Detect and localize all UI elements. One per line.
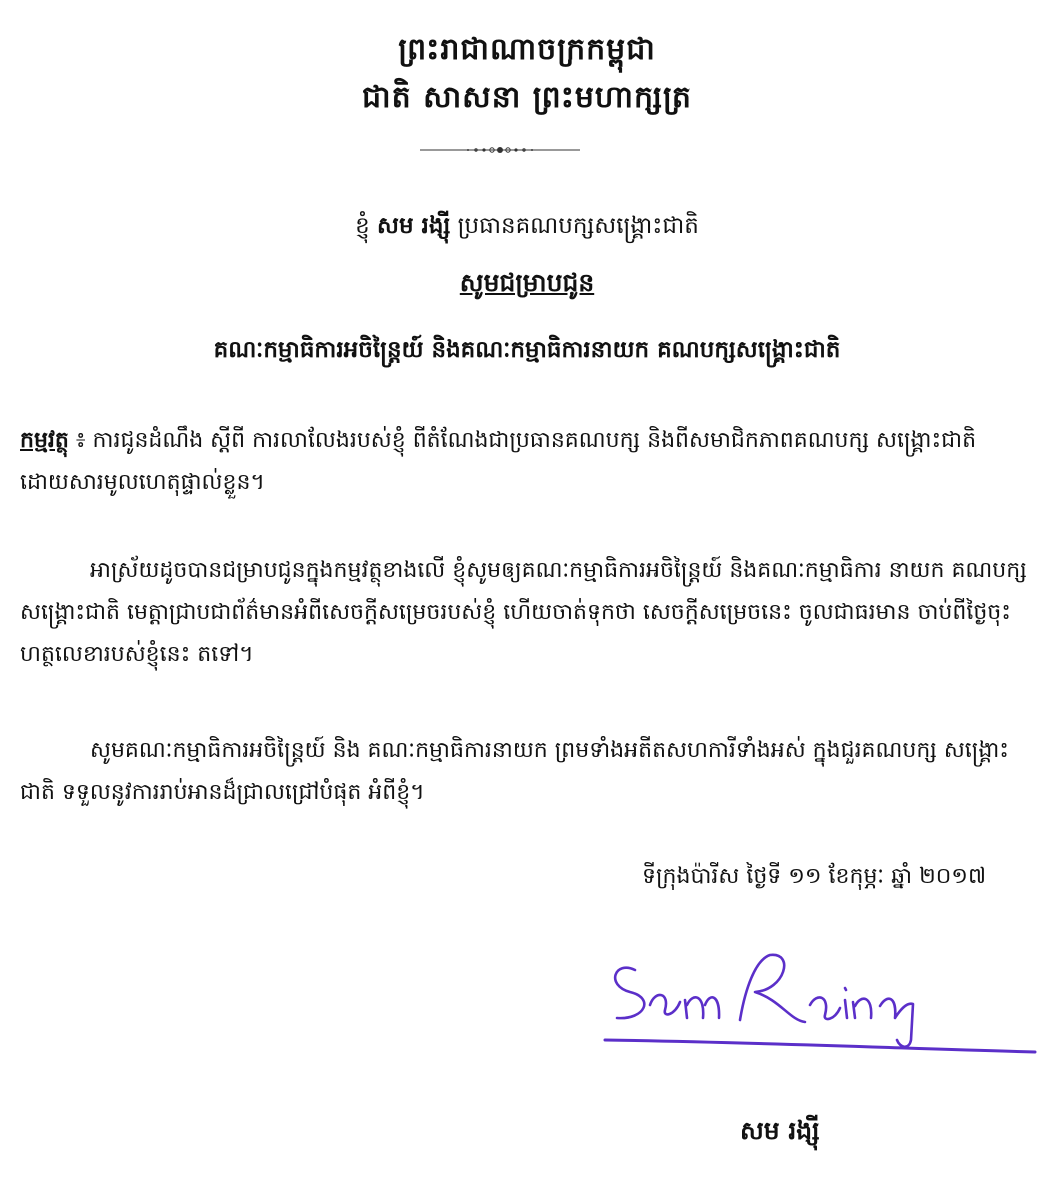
motto-header: ជាតិ សាសនា ព្រះមហាក្សត្រ — [362, 80, 692, 115]
subject-label: កម្មវត្ថុ — [20, 428, 69, 453]
intro-suffix: ប្រធានគណបក្សសង្គ្រោះជាតិ — [450, 213, 699, 239]
intro-line — [0, 212, 1054, 245]
author-name: សម រង្ស៊ី — [377, 213, 451, 239]
signer-name: សម រង្ស៊ី — [740, 1116, 820, 1145]
ornament-divider — [420, 140, 580, 160]
body-paragraph-1: អាស្រ័យដូចបានជម្រាបជូនក្នុងកម្មវត្ថុខាងលើ ខ្ញុំសូមឲ្យគណៈកម្មាធិការអចិន្ត្រៃយ៍ និងគណៈកម្មាធិការ នាយក គណបក្សសង្គ្រោះជាតិ មេត្តាជ្រាបជាព័ត៌មានអំពីសេចក្តីសម្រេចរបស់ខ្ញុំ ហើយចាត់ទុកថា សេចក្តីសម្រេចនេះ ចូលជាធរមាន ចាប់ពីថ្ងៃចុះហត្ថលេខារបស់ខ្ញុំនេះ តទៅ។ — [20, 558, 1027, 667]
body-paragraph-2: សូមគណៈកម្មាធិការអចិន្ត្រៃយ៍ និង គណៈកម្មាធិការនាយក ព្រមទាំងអតីតសហការីទាំងអស់ ក្នុងជួរគណបក្ស សង្គ្រោះជាតិ ទទួលនូវការរាប់អានដ៏ជ្រាលជ្រៅបំផុត អំពីខ្ញុំ។ — [20, 738, 1009, 805]
subject-paragraph — [20, 420, 1032, 504]
announce-heading: សូមជម្រាបជូន — [459, 268, 595, 297]
handwritten-signature — [595, 930, 1045, 1070]
recipients-line: គណៈកម្មាធិការអចិន្ត្រៃយ៍ និងគណៈកម្មាធិការនាយក គណបក្សសង្គ្រោះជាតិ — [213, 337, 841, 363]
subject-separator: ៖ — [68, 428, 93, 453]
kingdom-header: ព្រះរាជាណាចក្រកម្ពុជា — [398, 32, 656, 67]
intro-prefix: ខ្ញុំ — [355, 213, 378, 239]
subject-text: ការជូនដំណឹង ស្តីពី ការលាលែងរបស់ខ្ញុំ ពីតំណែងជាប្រធានគណបក្ស និងពីសមាជិកភាពគណបក្ស សង្គ្រោះជាតិ ដោយសារមូលហេតុផ្ទាល់ខ្លួន។ — [20, 428, 977, 495]
place-date: ទីក្រុងប៉ារីស ថ្ងៃទី ១១ ខែកុម្ភៈ ឆ្នាំ ២០១៧ — [642, 864, 986, 889]
